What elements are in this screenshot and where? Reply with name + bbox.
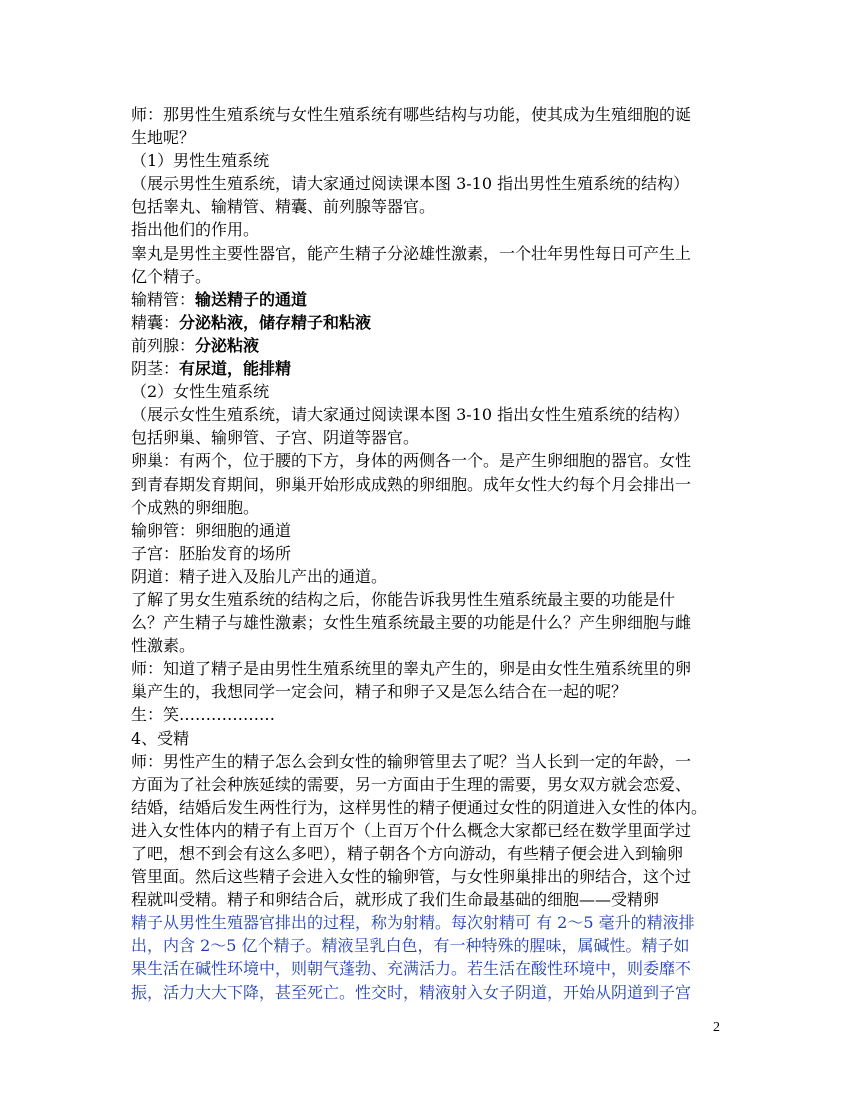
text-line	[131, 496, 738, 519]
text-line	[131, 865, 738, 888]
line-text: 师：男性产生的精子怎么会到女性的输卵管里去了呢？当人长到一定的年龄，一	[131, 751, 692, 771]
bold-text: 输送精子的通道	[195, 289, 308, 309]
bold-text: 分泌粘液，储存精子和粘液	[179, 312, 372, 332]
line-text: 程就叫受精。精子和卵结合后，就形成了我们生命最基础的细胞——受精卵	[131, 890, 660, 910]
text-line	[131, 288, 738, 311]
page-number: 2	[713, 1020, 720, 1035]
text-line	[131, 588, 738, 611]
line-text: （展示男性生殖系统，请大家通过阅读课本图 3-10 指出男性生殖系统的结构）	[131, 174, 690, 194]
text-line	[131, 703, 738, 726]
line-text: 亿个精子。	[131, 266, 212, 286]
line-text: 么？产生精子与雄性激素；女性生殖系统最主要的功能是什么？产生卵细胞与雌	[131, 613, 692, 633]
text-line	[131, 888, 738, 911]
highlighted-text: 精子从男性生殖器官排出的过程，称为射精。每次射精可 有 2～5 毫升的精液排	[131, 913, 695, 933]
line-text: （2）女性生殖系统	[131, 382, 270, 402]
text-line	[131, 842, 738, 865]
text-line	[131, 195, 738, 218]
document-body	[131, 103, 738, 1004]
text-line	[131, 565, 738, 588]
text-line	[131, 542, 738, 565]
line-text: （1）男性生殖系统	[131, 151, 270, 171]
line-text: 包括卵巢、输卵管、子宫、阴道等器官。	[131, 428, 420, 448]
line-text: 输卵管：卵细胞的通道	[131, 520, 292, 540]
text-line	[131, 727, 738, 750]
line-text: 指出他们的作用。	[131, 220, 260, 240]
line-text: 师：那男性生殖系统与女性生殖系统有哪些结构与功能，使其成为生殖细胞的诞	[131, 105, 692, 124]
text-line	[131, 403, 738, 426]
line-text: 方面为了社会种族延续的需要，另一方面由于生理的需要，男女双方就会恋爱、	[131, 774, 692, 794]
line-text: 了解了男女生殖系统的结构之后，你能告诉我男性生殖系统最主要的功能是什	[131, 589, 676, 609]
text-line	[131, 265, 738, 288]
line-text: 卵巢：有两个，位于腰的下方，身体的两侧各一个。是产生卵细胞的器官。女性	[131, 451, 692, 471]
line-text: 性激素。	[131, 636, 196, 656]
text-line	[131, 473, 738, 496]
bold-text: 分泌粘液	[195, 335, 260, 355]
line-text: 生：笑………………	[131, 705, 276, 725]
text-line	[131, 218, 738, 241]
bold-text: 有尿道，能排精	[179, 359, 292, 379]
line-text: 睾丸是男性主要性器官，能产生精子分泌雄性激素，一个壮年男性每日可产生上	[131, 243, 692, 263]
text-line	[131, 773, 738, 796]
line-text: 到青春期发育期间，卵巢开始形成成熟的卵细胞。成年女性大约每个月会排出一	[131, 474, 692, 494]
line-text: 生地呢？	[131, 128, 196, 148]
highlighted-text: 果生活在碱性环境中，则朝气蓬勃、充满活力。若生活在酸性环境中，则委靡不	[131, 959, 692, 979]
line-text: 管里面。然后这些精子会进入女性的输卵管，与女性卵巢排出的卵结合，这个过	[131, 867, 692, 887]
line-text: 阴茎：	[131, 359, 180, 379]
line-text: 个成熟的卵细胞。	[131, 497, 260, 517]
text-line	[131, 634, 738, 657]
line-text: 输精管：	[131, 289, 196, 309]
line-text: 子宫：胚胎发育的场所	[131, 543, 292, 563]
text-line	[131, 934, 738, 957]
line-text: 巢产生的，我想同学一定会问，精子和卵子又是怎么结合在一起的呢？	[131, 682, 628, 702]
text-line	[131, 750, 738, 773]
line-text: 进入女性体内的精子有上百万个（上百万个什么概念大家都已经在数学里面学过	[131, 820, 692, 840]
line-text: 阴道：精子进入及胎儿产出的通道。	[131, 566, 388, 586]
line-text: 师：知道了精子是由男性生殖系统里的睾丸产生的，卵是由女性生殖系统里的卵	[131, 659, 692, 679]
line-text: 前列腺：	[131, 335, 196, 355]
text-line	[131, 334, 738, 357]
text-line	[131, 126, 738, 149]
line-text: 结婚，结婚后发生两性行为，这样男性的精子便通过女性的阴道进入女性的体内。	[131, 797, 708, 817]
line-text: 精囊：	[131, 312, 180, 332]
text-line	[131, 172, 738, 195]
text-line	[131, 657, 738, 680]
highlighted-text: 振，活力大大下降，甚至死亡。性交时，精液射入女子阴道，开始从阴道到子宫	[131, 982, 692, 1002]
text-line	[131, 357, 738, 380]
text-line	[131, 426, 738, 449]
text-line	[131, 103, 738, 126]
text-line	[131, 611, 738, 634]
text-line	[131, 911, 738, 934]
text-line	[131, 957, 738, 980]
line-text: 4、受精	[131, 728, 190, 748]
text-line	[131, 680, 738, 703]
text-line	[131, 380, 738, 403]
text-line	[131, 449, 738, 472]
line-text: 包括睾丸、输精管、精囊、前列腺等器官。	[131, 197, 436, 217]
text-line	[131, 981, 738, 1004]
text-line	[131, 311, 738, 334]
line-text: （展示女性生殖系统，请大家通过阅读课本图 3-10 指出女性生殖系统的结构）	[131, 405, 690, 425]
text-line	[131, 242, 738, 265]
text-line	[131, 149, 738, 172]
highlighted-text: 出，内含 2～5 亿个精子。精液呈乳白色，有一种特殊的腥味，属碱性。精子如	[131, 936, 690, 956]
text-line	[131, 796, 738, 819]
text-line	[131, 519, 738, 542]
line-text: 了吧，想不到会有这么多吧），精子朝各个方向游动，有些精子便会进入到输卵	[131, 844, 684, 863]
text-line	[131, 819, 738, 842]
